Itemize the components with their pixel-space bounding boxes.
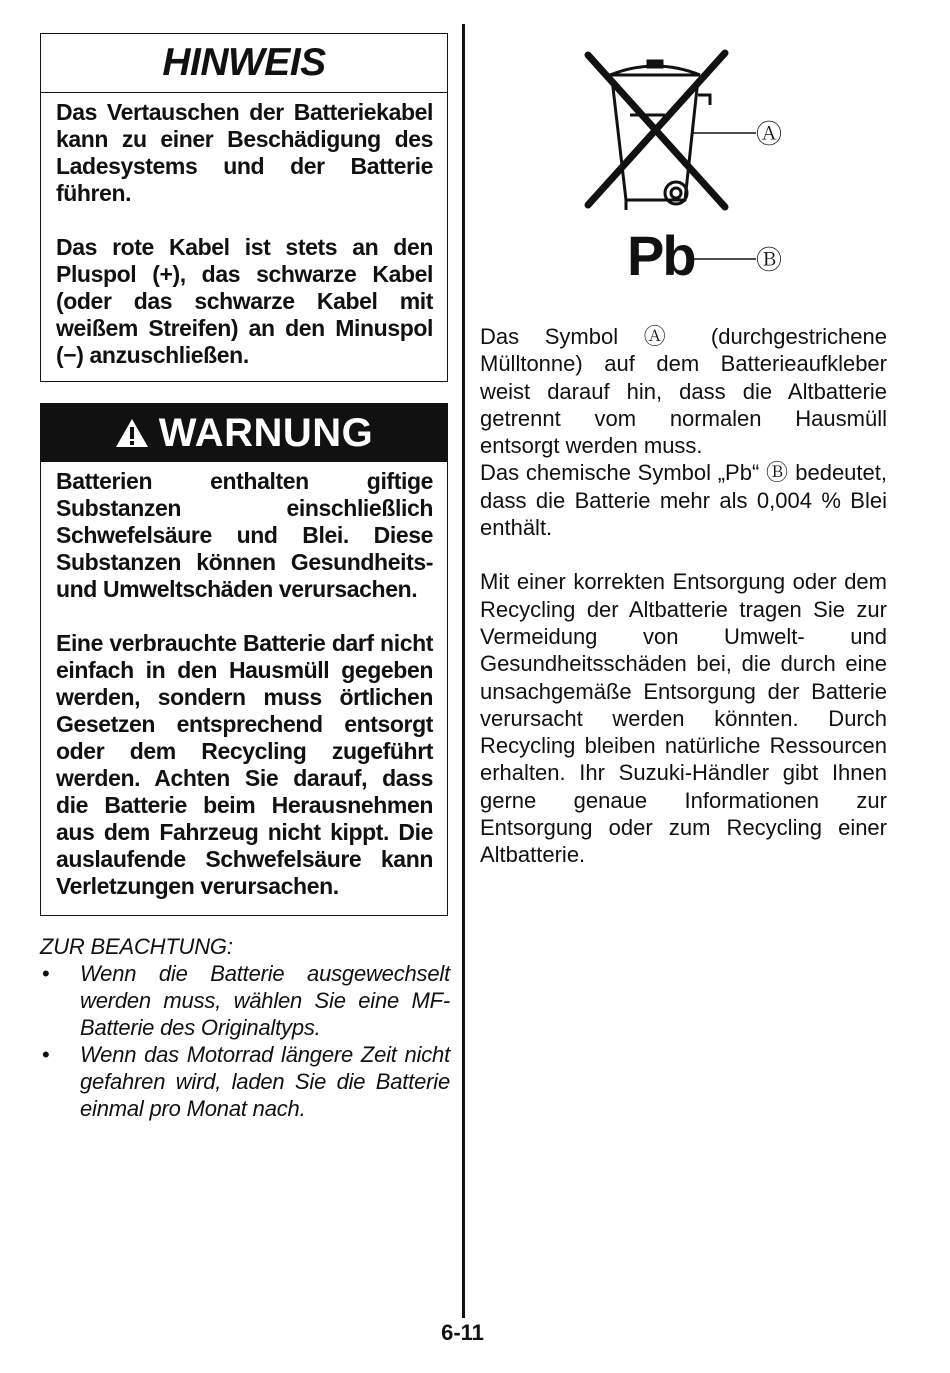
notes-section bbox=[40, 933, 450, 1122]
warning-box bbox=[40, 403, 448, 916]
notice-title: HINWEIS bbox=[41, 34, 447, 93]
right-column-text bbox=[480, 323, 887, 869]
notice-box bbox=[40, 33, 448, 382]
warning-header bbox=[41, 404, 447, 462]
pb-symbol: Pb bbox=[627, 224, 695, 287]
warning-title: WARNUNG bbox=[158, 410, 374, 455]
list-item: • Wenn die Batterie ausgewechselt werden muss, wählen Sie eine MF-Batterie des Originaltyps. bbox=[40, 960, 450, 1041]
figure-label-a: Ⓐ bbox=[756, 120, 783, 150]
body-paragraph: Mit einer korrekten Entsorgung oder dem Recycling der Altbatterie tragen Sie zur Vermeidung von Umwelt- und Gesundheitsschäden bei, die durch eine unsachgemäße Entsorgung der Batterie verursacht werden könnten. Durch Recycling bleiben natürliche Ressourcen erhalten. Ihr Suzuki-Händler gibt Ihnen gerne genaue Informationen zur Entsorgung oder zum Recycling einer Altbatterie. bbox=[480, 569, 887, 868]
figure-label-b: Ⓑ bbox=[756, 246, 783, 276]
notes-label: ZUR BEACHTUNG: bbox=[40, 934, 233, 959]
list-item: • Wenn das Motorrad längere Zeit nicht gefahren wird, laden Sie die Batterie einmal pro Monat nach. bbox=[40, 1041, 450, 1122]
column-divider bbox=[462, 24, 465, 1318]
page-number: 6-11 bbox=[441, 1320, 484, 1345]
notice-paragraph: Das rote Kabel ist stets an den Pluspol (+), das schwarze Kabel (oder das schwarze Kabel mit weißem Streifen) an den Minuspol (−) anzuschließen. bbox=[56, 234, 433, 368]
warning-paragraph: Batterien enthalten giftige Substanzen einschließlich Schwefelsäure und Blei. Diese Substanzen können Gesundheits- und Umweltschäden verursachen. bbox=[56, 468, 433, 602]
body-paragraph: Das chemische Symbol „Pb“ Ⓑ bedeutet, dass die Batterie mehr als 0,004 % Blei enthält. bbox=[480, 460, 887, 541]
warning-paragraph: Eine verbrauchte Batterie darf nicht einfach in den Hausmüll gegeben werden, sondern muss örtlichen Gesetzen entsprechend entsorgt oder dem Recycling zugeführt werden. Achten Sie darauf, dass die Batterie beim Herausnehmen aus dem Fahrzeug nicht kippt. Die auslaufende Schwefelsäure kann Verletzungen verursachen. bbox=[56, 630, 433, 899]
warning-triangle-icon bbox=[115, 418, 149, 448]
body-paragraph: Das Symbol Ⓐ (durchgestrichene Mülltonne) auf dem Batterieaufkleber weist darauf hin, dass die Altbatterie getrennt vom normalen Hausmüll entsorgt werden muss. bbox=[480, 324, 887, 459]
notice-paragraph: Das Vertauschen der Batteriekabel kann zu einer Beschädigung des Ladesystems und der Batterie führen. bbox=[56, 99, 433, 206]
